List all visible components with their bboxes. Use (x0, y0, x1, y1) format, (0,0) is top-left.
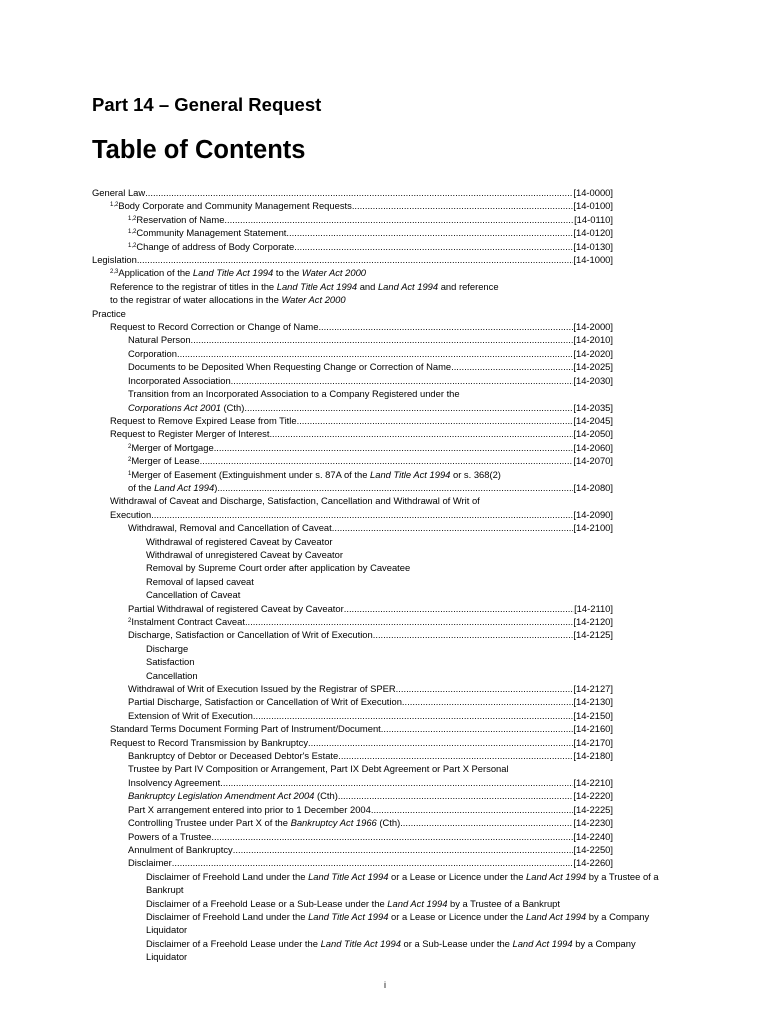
toc-entry[interactable] (92, 709, 613, 722)
toc-entry-title: $^2$Merger of Mortgage (128, 441, 214, 453)
page-number: i (384, 980, 386, 990)
dot-leader (137, 253, 574, 266)
toc-entry-title: Natural Person (128, 334, 191, 346)
toc-line[interactable]: Cancellation (146, 669, 198, 681)
toc-entry[interactable] (92, 347, 613, 360)
toc-entry-title: Legislation (92, 254, 137, 266)
dot-leader (344, 602, 574, 615)
toc-entry[interactable] (92, 481, 613, 494)
dot-leader (332, 521, 574, 534)
toc-entry[interactable] (92, 427, 613, 440)
toc-entry[interactable] (92, 615, 613, 628)
toc-line[interactable]: Transition from an Incorporated Association to a Company Registered under the (128, 388, 460, 400)
toc-entry-reference: [14-2035] (573, 401, 613, 413)
toc-entry-title: Corporations Act 2001 (Cth) (128, 401, 245, 413)
toc-entry-title: Standard Terms Document Forming Part of Instrument/Document (110, 723, 381, 735)
toc-entry[interactable] (92, 333, 613, 346)
toc-entry-title: Request to Remove Expired Lease from Title (110, 414, 297, 426)
toc-entry[interactable] (92, 830, 613, 843)
toc-line[interactable]: Removal of lapsed caveat (146, 575, 254, 587)
toc-entry-reference: [14-2090] (573, 508, 613, 520)
toc-entry-title: $^2$Instalment Contract Caveat (128, 616, 245, 627)
toc-entry[interactable] (92, 441, 613, 454)
toc-entry[interactable] (92, 628, 613, 641)
toc-entry-reference: [14-2020] (573, 347, 613, 359)
dot-leader (402, 695, 573, 708)
toc-entry[interactable] (92, 736, 613, 749)
dot-leader (338, 749, 573, 762)
dot-leader (224, 213, 574, 226)
toc-line[interactable]: Liquidator (146, 924, 188, 936)
toc-entry[interactable] (92, 199, 613, 212)
toc-line[interactable]: to the registrar of water allocations in the Water Act 2000 (110, 294, 346, 306)
toc-line[interactable]: Cancellation of Caveat (146, 589, 241, 601)
toc-entry-reference: [14-2180] (573, 750, 613, 762)
toc-entry-reference: [14-2130] (573, 696, 613, 708)
dot-leader (177, 347, 573, 360)
toc-entry[interactable] (92, 414, 613, 427)
toc-title: Table of Contents (92, 136, 306, 164)
dot-leader (151, 508, 573, 521)
toc-entry-reference: [14-2120] (573, 616, 613, 627)
dot-leader (352, 199, 574, 212)
toc-line[interactable]: Withdrawal of Caveat and Discharge, Satisfaction, Cancellation and Withdrawal of Writ of (110, 495, 480, 507)
dot-leader (286, 226, 573, 239)
toc-entry-title: Insolvency Agreement (128, 776, 221, 788)
toc-entry[interactable] (92, 816, 613, 829)
toc-entry-title: Withdrawal, Removal and Cancellation of Caveat (128, 522, 332, 534)
toc-line[interactable]: $^1$Merger of Easement (Extinguishment under s. 87A of the Land Title Act 1994 or s. 368(2) (128, 468, 501, 480)
toc-entry-title: Powers of a Trustee (128, 830, 212, 842)
toc-entry[interactable] (92, 803, 613, 816)
dot-leader (200, 454, 574, 467)
toc-entry-reference: [14-2060] (573, 441, 613, 453)
toc-entry[interactable] (92, 722, 613, 735)
footnote-marker: 1 (128, 470, 132, 477)
toc-line[interactable]: Withdrawal of unregistered Caveat by Caveator (146, 548, 343, 560)
toc-entry-title: Part X arrangement entered into prior to 1 December 2004 (128, 803, 371, 815)
toc-line[interactable]: Reference to the registrar of titles in the Land Title Act 1994 and Land Act 1994 and reference (110, 280, 499, 292)
toc-entry[interactable] (92, 602, 613, 615)
toc-entry[interactable] (92, 749, 613, 762)
toc-entry-title: Corporation (128, 347, 177, 359)
toc-line[interactable]: Withdrawal of registered Caveat by Caveator (146, 535, 333, 547)
toc-entry[interactable] (92, 776, 613, 789)
toc-entry-reference: [14-2240] (573, 830, 613, 842)
footnote-marker: 1,2 (128, 229, 137, 236)
toc-entry[interactable] (92, 508, 613, 521)
dot-leader (396, 682, 574, 695)
toc-entry[interactable] (92, 521, 613, 534)
dot-leader (233, 843, 574, 856)
toc-entry-title: Incorporated Association (128, 374, 231, 386)
footnote-marker: 1,2 (110, 202, 119, 209)
toc-entry-reference: [14-2230] (573, 817, 613, 829)
toc-line[interactable]: Disclaimer of Freehold Land under the Land Title Act 1994 or a Lease or Licence under the Land Act 1994 by a Trustee of a (146, 870, 659, 882)
toc-entry-title: Disclaimer (128, 857, 172, 869)
dot-leader (318, 320, 573, 333)
toc-entry-reference: [14-2110] (574, 602, 613, 614)
toc-entry-reference: [14-2010] (573, 334, 613, 346)
toc-entry-reference: [14-2070] (573, 455, 613, 467)
footnote-marker: 2,3 (110, 269, 119, 276)
toc-entry[interactable] (92, 253, 613, 266)
toc-entry-reference: [14-2025] (573, 361, 613, 373)
toc-entry-reference: [14-2150] (573, 709, 613, 721)
toc-entry-title: $^{1,2}$Reservation of Name (128, 213, 225, 225)
toc-entry-reference: [14-0110] (574, 213, 613, 225)
toc-entry-title: Partial Withdrawal of registered Caveat by Caveator (128, 602, 344, 614)
toc-entry-title: Withdrawal of Writ of Execution Issued by the Registrar of SPER (128, 683, 396, 695)
table-of-contents (0, 186, 770, 964)
footnote-marker: 2 (128, 618, 132, 624)
dot-leader (294, 240, 573, 253)
toc-entry-reference: [14-0130] (573, 240, 613, 252)
dot-leader (451, 360, 573, 373)
toc-entry[interactable] (92, 695, 613, 708)
dot-leader (373, 628, 574, 641)
toc-entry-title: Documents to be Deposited When Requesting Change or Correction of Name (128, 361, 452, 373)
toc-entry-title: Request to Record Correction or Change of Name (110, 321, 319, 333)
toc-line[interactable]: Disclaimer of a Freehold Lease or a Sub-Lease under the Land Act 1994 by a Trustee of a Bankrupt (146, 897, 560, 909)
toc-entry-reference: [14-2050] (573, 428, 613, 440)
toc-entry-title: Discharge, Satisfaction or Cancellation of Writ of Execution (128, 629, 373, 641)
toc-entry-title: Controlling Trustee under Part X of the Bankruptcy Act 1966 (Cth) (128, 817, 401, 829)
toc-entry[interactable] (92, 454, 613, 467)
toc-entry[interactable] (92, 226, 613, 239)
toc-line[interactable]: Disclaimer of Freehold Land under the Land Title Act 1994 or a Lease or Licence under the Land Act 1994 by a Company (146, 910, 650, 922)
dot-leader (269, 427, 573, 440)
footnote-marker: 2 (128, 443, 132, 450)
toc-entry-title: of the Land Act 1994) (128, 481, 218, 493)
toc-entry-reference: [14-2125] (573, 629, 613, 641)
toc-entry-reference: [14-2100] (573, 522, 613, 534)
toc-entry-title: Bankruptcy Legislation Amendment Act 2004 (Cth) (128, 790, 338, 802)
toc-entry[interactable] (92, 789, 613, 802)
toc-entry-reference: [14-2000] (573, 321, 613, 333)
toc-entry-reference: [14-2030] (573, 374, 613, 386)
dot-leader (253, 709, 573, 722)
dot-leader (381, 722, 574, 735)
toc-line[interactable]: Satisfaction (146, 656, 195, 668)
toc-entry-reference: [14-1000] (573, 254, 613, 266)
toc-entry-reference: [14-2260] (573, 857, 613, 869)
toc-entry-reference: [14-0120] (573, 227, 613, 239)
toc-entry-title: $^{1,2}$Community Management Statement (128, 227, 287, 239)
toc-entry[interactable] (92, 401, 613, 414)
toc-entry[interactable] (92, 682, 613, 695)
toc-entry-reference: [14-2045] (573, 414, 613, 426)
dot-leader (244, 401, 573, 414)
dot-leader (297, 414, 574, 427)
dot-leader (211, 830, 573, 843)
toc-entry-reference: [14-2160] (573, 723, 613, 735)
toc-entry[interactable] (92, 360, 613, 373)
toc-line[interactable]: Disclaimer of a Freehold Lease under the Land Title Act 1994 or a Sub-Lease under the Land Act 1994 by a Company (146, 937, 636, 949)
toc-entry[interactable] (92, 843, 613, 856)
toc-entry[interactable] (92, 374, 613, 387)
footnote-marker: 1,2 (128, 242, 137, 249)
toc-entry-title: Extension of Writ of Execution (128, 709, 253, 721)
dot-leader (371, 803, 574, 816)
toc-entry-reference: [14-2210] (573, 776, 613, 788)
dot-leader (245, 615, 573, 628)
toc-entry-title: Request to Record Transmission by Bankruptcy (110, 736, 309, 748)
toc-entry-reference: [14-2080] (573, 481, 613, 493)
dot-leader (338, 789, 574, 802)
toc-entry-title: Partial Discharge, Satisfaction or Cancellation of Writ of Execution (128, 696, 402, 708)
toc-entry[interactable] (92, 240, 613, 253)
dot-leader (191, 333, 574, 346)
toc-line[interactable]: Bankrupt (146, 884, 184, 896)
toc-line[interactable]: Trustee by Part IV Composition or Arrangement, Part IX Debt Agreement or Part X Personal (128, 763, 509, 775)
dot-leader (400, 816, 573, 829)
toc-entry-title: $^2$Merger of Lease (128, 455, 200, 467)
dot-leader (214, 441, 574, 454)
toc-entry[interactable] (92, 856, 613, 869)
toc-entry-reference: [14-2127] (573, 683, 613, 695)
toc-entry-title: Request to Register Merger of Interest (110, 428, 270, 440)
dot-leader (172, 856, 574, 869)
toc-entry-title: $^{1,2}$Body Corporate and Community Management Requests (110, 200, 352, 212)
toc-entry-reference: [14-0000] (573, 187, 613, 198)
toc-line[interactable]: Liquidator (146, 951, 188, 963)
toc-entry-title: General Law (92, 187, 146, 198)
toc-line[interactable]: Discharge (146, 642, 189, 654)
toc-entry[interactable] (92, 186, 613, 199)
toc-entry-title: Annulment of Bankruptcy (128, 843, 233, 855)
footnote-marker: 1,2 (128, 215, 137, 222)
toc-entry-reference: [14-2250] (573, 843, 613, 855)
toc-entry[interactable] (92, 320, 613, 333)
toc-entry[interactable] (92, 213, 613, 226)
part-heading: Part 14 – General Request (92, 94, 322, 115)
dot-leader (231, 374, 574, 387)
toc-entry-title: Execution (110, 508, 152, 520)
dot-leader (145, 186, 573, 199)
toc-entry-reference: [14-2225] (573, 803, 613, 815)
toc-line[interactable]: Practice (92, 307, 126, 319)
toc-entry-reference: [14-2170] (573, 736, 613, 748)
dot-leader (308, 736, 573, 749)
toc-line[interactable]: Removal by Supreme Court order after application by Caveatee (146, 562, 411, 574)
toc-line[interactable]: $^{2,3}$Application of the Land Title Act 1994 to the Water Act 2000 (110, 267, 367, 279)
toc-entry-reference: [14-2220] (573, 790, 613, 802)
dot-leader (217, 481, 573, 494)
dot-leader (220, 776, 573, 789)
footnote-marker: 2 (128, 457, 132, 464)
toc-entry-title: Bankruptcy of Debtor or Deceased Debtor's Estate (128, 750, 339, 762)
toc-entry-reference: [14-0100] (573, 200, 613, 212)
toc-entry-title: $^{1,2}$Change of address of Body Corporate (128, 240, 295, 252)
